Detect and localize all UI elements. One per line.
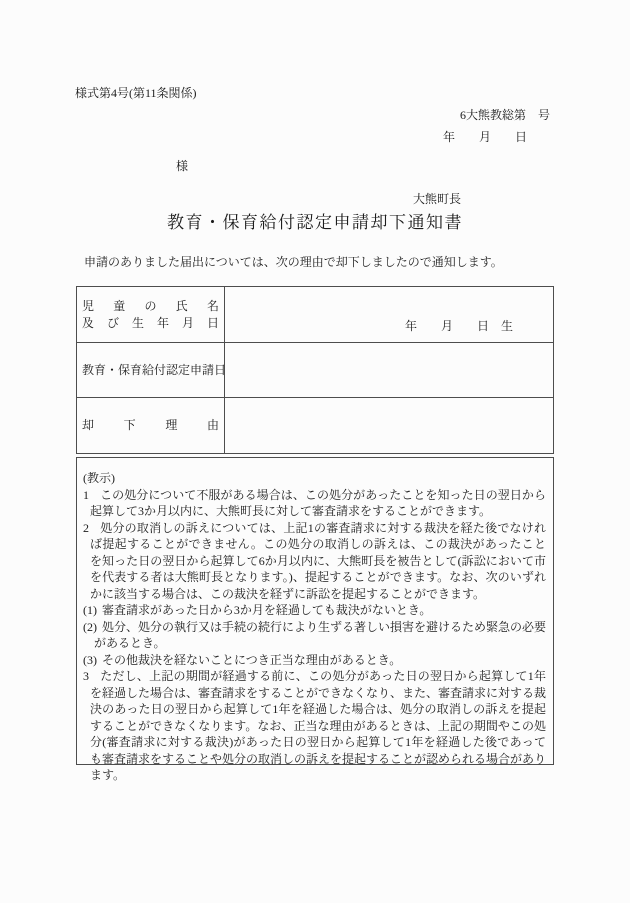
addressee-suffix: 様: [176, 159, 189, 173]
notice-item-1-text: この処分について不服がある場合は、この処分があったことを知った日の翌日から起算して3か月以内に、大熊町長に対して審査請求をすることができます。: [90, 487, 546, 518]
table-value-child-name-dob: [225, 287, 553, 343]
notice-heading: (教示): [83, 471, 115, 485]
table-label-rejection-reason: [77, 398, 225, 453]
label-application-date: 教育・保育給付認定申請日: [82, 362, 227, 377]
notice-item-3: [83, 668, 546, 784]
notice-subitem-3-number: (3): [83, 652, 97, 667]
intro-sentence: 申請のありました届出については、次の理由で却下しましたので通知します。: [84, 255, 503, 269]
notice-subitem-2: [83, 619, 546, 652]
label-rejection-reason: 却下理由: [82, 418, 219, 433]
notice-item-2-number: 2: [83, 520, 89, 535]
legal-notice-box: [76, 457, 554, 782]
issuer-name: 大熊町長: [413, 192, 462, 206]
notice-subitem-1: [83, 602, 546, 619]
notice-item-3-number: 3: [83, 669, 89, 683]
table-value-rejection-reason: [225, 398, 553, 453]
notice-subitem-3-text: その他裁決を経ないことにつき正当な理由があるとき。: [102, 652, 402, 667]
notice-item-1-number: 1: [83, 487, 89, 502]
form-number: 様式第4号(第11条関係): [75, 86, 197, 100]
notice-subitem-3: [83, 652, 546, 669]
table-value-application-date: [225, 343, 553, 398]
label-line-child-name: 児童の氏名: [82, 299, 219, 313]
document-reference-number: 6大熊教総第 号: [459, 108, 550, 122]
date-line: 年 月 日: [442, 130, 527, 144]
table-label-application-date: [77, 343, 225, 398]
application-table: [76, 286, 554, 454]
dob-placeholder-text: 年 月 日 生: [404, 318, 513, 333]
notice-subitem-1-text: 審査請求があった日から3か月を経過しても裁決がないとき。: [102, 603, 432, 617]
label-line-dob: 及び生年月日: [82, 315, 219, 330]
notice-item-1: [83, 487, 546, 520]
notice-item-2-text: 処分の取消しの訴えについては、上記1の審査請求に対する裁決を経た後でなければ提起することができません。この処分の取消しの訴えは、この裁決があったことを知った日の翌日から起算して6か月以内に、大熊町長を被告として(訴訟において市を代表する者は大熊町長となります。)、提起することができます。なお、次のいずれかに該当する場合は、この裁決を経ずに訴訟を提起することができます。: [90, 520, 546, 601]
table-label-child-name-dob: [77, 287, 225, 343]
notice-item-2: [83, 520, 546, 603]
notice-item-3-text: ただし、上記の期間が経過する前に、この処分があった日の翌日から起算して1年を経過した場合は、審査請求をすることができなくなり、また、審査請求に対する裁決のあった日の翌日から起算して1年を経過した場合は、処分の取消しの訴えを提起することができなくなります。なお、正当な理由があるときは、上記の期間やこの処分(審査請求に対する裁決)があった日の翌日から起算して1年を経過した後であっても審査請求をすることや処分の取消しの訴えを提起することが認められる場合があります。: [90, 669, 547, 782]
page-title: 教育・保育給付認定申請却下通知書: [167, 213, 463, 232]
notice-subitem-1-number: (1): [83, 603, 97, 617]
notice-subitem-2-text: 処分、処分の執行又は手続の続行により生ずる著しい損害を避けるため緊急の必要があるとき。: [94, 619, 547, 650]
notice-subitem-2-number: (2): [83, 619, 97, 634]
